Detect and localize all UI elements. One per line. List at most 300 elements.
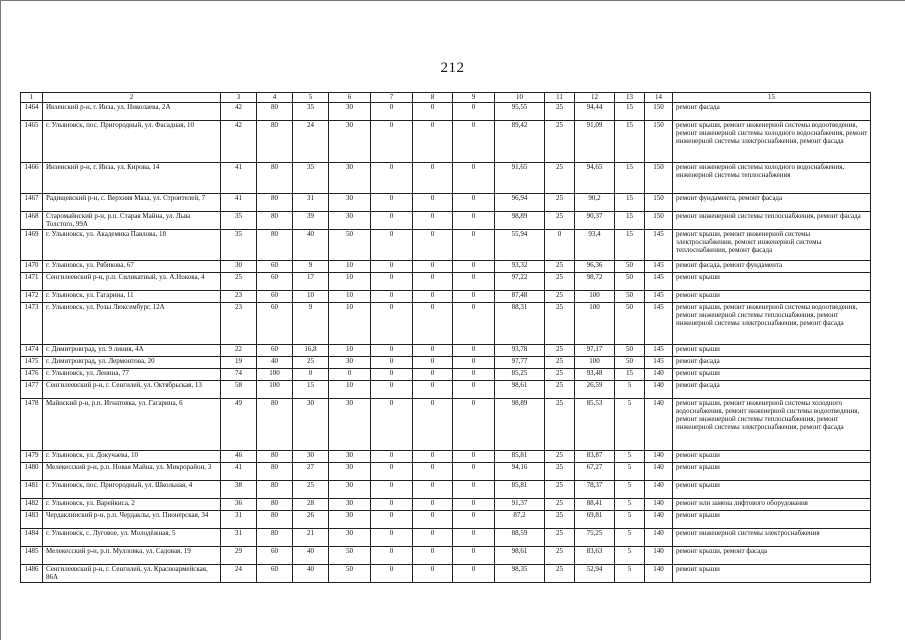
row-number-cell: 1482: [21, 499, 43, 511]
row-number-cell: 1468: [21, 212, 43, 230]
value-cell-c8: 0: [413, 230, 453, 261]
value-cell-c5: 40: [293, 547, 329, 565]
value-cell-c8: 0: [413, 273, 453, 291]
value-cell-c12: 98,72: [575, 273, 615, 291]
value-cell-c8: 0: [413, 291, 453, 303]
value-cell-c8: 0: [413, 381, 453, 399]
value-cell-c5: 35: [293, 163, 329, 194]
value-cell-c8: 0: [413, 369, 453, 381]
value-cell-c9: 0: [453, 369, 495, 381]
address-cell: г. Димитровград, ул. Лермонтова, 20: [43, 357, 221, 369]
value-cell-c11: 25: [545, 381, 575, 399]
value-cell-c3: 29: [221, 547, 257, 565]
row-number-cell: 1483: [21, 511, 43, 529]
address-cell: Чердаклинский р-н, р.п. Чердаклы, ул. Пионерская, 34: [43, 511, 221, 529]
value-cell-c14: 145: [645, 345, 673, 357]
value-cell-c11: 25: [545, 529, 575, 547]
value-cell-c8: 0: [413, 399, 453, 451]
row-number-cell: 1474: [21, 345, 43, 357]
works-cell: ремонт крыши, ремонт инженерной системы водоотведения, ремонт инженерной системы холодного водоснабжения, ремонт инженерной системы электроснабжения, ремонт фасада: [673, 121, 871, 163]
value-cell-c13: 15: [615, 163, 645, 194]
value-cell-c9: 0: [453, 381, 495, 399]
value-cell-c10: 98,89: [495, 399, 545, 451]
value-cell-c5: 40: [293, 230, 329, 261]
value-cell-c10: 93,78: [495, 345, 545, 357]
value-cell-c14: 150: [645, 194, 673, 212]
column-header-5: 5: [293, 93, 329, 103]
value-cell-c3: 35: [221, 212, 257, 230]
address-cell: г. Ульяновск, ул. Гагарина, 11: [43, 291, 221, 303]
value-cell-c7: 0: [371, 194, 413, 212]
value-cell-c12: 91,09: [575, 121, 615, 163]
table-row: [21, 511, 871, 529]
value-cell-c3: 42: [221, 103, 257, 121]
column-header-7: 7: [371, 93, 413, 103]
value-cell-c13: 5: [615, 399, 645, 451]
address-cell: Старомайнский р-н, р.п. Старая Майна, ул. Льва Толстого, 99А: [43, 212, 221, 230]
value-cell-c14: 145: [645, 291, 673, 303]
value-cell-c14: 140: [645, 481, 673, 499]
value-cell-c13: 15: [615, 103, 645, 121]
value-cell-c13: 50: [615, 291, 645, 303]
value-cell-c4: 40: [257, 357, 293, 369]
value-cell-c13: 5: [615, 565, 645, 583]
value-cell-c8: 0: [413, 565, 453, 583]
value-cell-c4: 80: [257, 121, 293, 163]
column-header-9: 9: [453, 93, 495, 103]
value-cell-c8: 0: [413, 529, 453, 547]
value-cell-c10: 89,42: [495, 121, 545, 163]
value-cell-c7: 0: [371, 163, 413, 194]
column-header-10: 10: [495, 93, 545, 103]
value-cell-c8: 0: [413, 451, 453, 463]
value-cell-c9: 0: [453, 273, 495, 291]
value-cell-c3: 36: [221, 499, 257, 511]
value-cell-c3: 30: [221, 261, 257, 273]
value-cell-c13: 5: [615, 463, 645, 481]
value-cell-c6: 30: [329, 163, 371, 194]
value-cell-c3: 24: [221, 565, 257, 583]
value-cell-c11: 25: [545, 273, 575, 291]
value-cell-c8: 0: [413, 194, 453, 212]
value-cell-c4: 100: [257, 381, 293, 399]
value-cell-c9: 0: [453, 212, 495, 230]
value-cell-c7: 0: [371, 357, 413, 369]
value-cell-c11: 25: [545, 261, 575, 273]
value-cell-c14: 150: [645, 212, 673, 230]
value-cell-c9: 0: [453, 230, 495, 261]
value-cell-c9: 0: [453, 511, 495, 529]
value-cell-c3: 25: [221, 273, 257, 291]
value-cell-c9: 0: [453, 345, 495, 357]
value-cell-c14: 145: [645, 273, 673, 291]
value-cell-c6: 30: [329, 103, 371, 121]
value-cell-c8: 0: [413, 463, 453, 481]
value-cell-c14: 145: [645, 261, 673, 273]
value-cell-c7: 0: [371, 369, 413, 381]
value-cell-c3: 19: [221, 357, 257, 369]
works-cell: ремонт инженерной системы электроснабжения: [673, 529, 871, 547]
value-cell-c11: 25: [545, 291, 575, 303]
row-number-cell: 1472: [21, 291, 43, 303]
value-cell-c10: 98,61: [495, 547, 545, 565]
value-cell-c13: 15: [615, 212, 645, 230]
table-row: [21, 103, 871, 121]
value-cell-c7: 0: [371, 547, 413, 565]
value-cell-c12: 26,59: [575, 381, 615, 399]
value-cell-c4: 80: [257, 481, 293, 499]
table-row: [21, 463, 871, 481]
column-header-11: 11: [545, 93, 575, 103]
value-cell-c8: 0: [413, 121, 453, 163]
value-cell-c8: 0: [413, 303, 453, 345]
value-cell-c14: 140: [645, 463, 673, 481]
value-cell-c12: 67,27: [575, 463, 615, 481]
column-header-1: 1: [21, 93, 43, 103]
value-cell-c10: 85,81: [495, 481, 545, 499]
column-header-6: 6: [329, 93, 371, 103]
value-cell-c4: 80: [257, 212, 293, 230]
value-cell-c11: 25: [545, 451, 575, 463]
column-header-13: 13: [615, 93, 645, 103]
value-cell-c12: 69,81: [575, 511, 615, 529]
value-cell-c4: 80: [257, 451, 293, 463]
value-cell-c12: 100: [575, 303, 615, 345]
value-cell-c9: 0: [453, 481, 495, 499]
value-cell-c3: 42: [221, 121, 257, 163]
value-cell-c13: 50: [615, 303, 645, 345]
value-cell-c10: 85,81: [495, 451, 545, 463]
row-number-cell: 1467: [21, 194, 43, 212]
row-number-cell: 1476: [21, 369, 43, 381]
table-row: [21, 529, 871, 547]
address-cell: Сенгилеевский р-н, г. Сенгилей, ул. Красноармейская, 86А: [43, 565, 221, 583]
value-cell-c12: 90,2: [575, 194, 615, 212]
address-cell: г. Ульяновск, ул. Розы Люксембург, 12А: [43, 303, 221, 345]
works-cell: ремонт фасада: [673, 381, 871, 399]
value-cell-c13: 5: [615, 511, 645, 529]
works-cell: ремонт крыши, ремонт фасада: [673, 547, 871, 565]
value-cell-c5: 0: [293, 369, 329, 381]
works-cell: ремонт инженерной системы теплоснабжения, ремонт фасада: [673, 212, 871, 230]
table-row: [21, 291, 871, 303]
table-row: [21, 357, 871, 369]
value-cell-c7: 0: [371, 273, 413, 291]
value-cell-c6: 10: [329, 381, 371, 399]
value-cell-c7: 0: [371, 463, 413, 481]
row-number-cell: 1477: [21, 381, 43, 399]
value-cell-c4: 80: [257, 463, 293, 481]
value-cell-c7: 0: [371, 103, 413, 121]
value-cell-c14: 140: [645, 565, 673, 583]
value-cell-c4: 80: [257, 511, 293, 529]
address-cell: г. Ульяновск, пос. Пригородный, ул. Школьная, 4: [43, 481, 221, 499]
works-cell: ремонт фасада: [673, 357, 871, 369]
works-cell: ремонт или замена лифтового оборудования: [673, 499, 871, 511]
address-cell: г. Ульяновск, ул. Ленина, 77: [43, 369, 221, 381]
value-cell-c13: 5: [615, 547, 645, 565]
works-cell: ремонт крыши: [673, 345, 871, 357]
value-cell-c3: 41: [221, 163, 257, 194]
value-cell-c4: 80: [257, 103, 293, 121]
value-cell-c4: 60: [257, 291, 293, 303]
value-cell-c10: 87,48: [495, 291, 545, 303]
value-cell-c7: 0: [371, 345, 413, 357]
value-cell-c10: 93,32: [495, 261, 545, 273]
page-number: 212: [440, 60, 465, 76]
value-cell-c9: 0: [453, 357, 495, 369]
value-cell-c3: 58: [221, 381, 257, 399]
value-cell-c10: 88,59: [495, 529, 545, 547]
table-row: [21, 194, 871, 212]
value-cell-c11: 25: [545, 399, 575, 451]
value-cell-c9: 0: [453, 291, 495, 303]
value-cell-c10: 96,94: [495, 194, 545, 212]
value-cell-c11: 25: [545, 565, 575, 583]
value-cell-c5: 27: [293, 463, 329, 481]
value-cell-c4: 60: [257, 303, 293, 345]
table-body: [21, 103, 871, 583]
value-cell-c8: 0: [413, 103, 453, 121]
table-row: [21, 481, 871, 499]
value-cell-c6: 30: [329, 529, 371, 547]
address-cell: г. Ульяновск, ул. Варейкиса, 2: [43, 499, 221, 511]
page-top-edge: [0, 0, 905, 1]
value-cell-c3: 23: [221, 291, 257, 303]
value-cell-c6: 50: [329, 547, 371, 565]
address-cell: г. Ульяновск, с. Луговое, ул. Молодёжная, 5: [43, 529, 221, 547]
value-cell-c13: 50: [615, 357, 645, 369]
value-cell-c10: 85,25: [495, 369, 545, 381]
value-cell-c7: 0: [371, 121, 413, 163]
column-header-15: 15: [673, 93, 871, 103]
works-cell: ремонт фасада: [673, 103, 871, 121]
value-cell-c11: 25: [545, 547, 575, 565]
row-number-cell: 1486: [21, 565, 43, 583]
value-cell-c4: 80: [257, 499, 293, 511]
value-cell-c5: 26: [293, 511, 329, 529]
value-cell-c12: 52,94: [575, 565, 615, 583]
value-cell-c5: 9: [293, 303, 329, 345]
address-cell: г. Ульяновск, ул. Рябикова, 67: [43, 261, 221, 273]
value-cell-c4: 60: [257, 273, 293, 291]
column-header-4: 4: [257, 93, 293, 103]
works-cell: ремонт крыши: [673, 565, 871, 583]
value-cell-c12: 83,87: [575, 451, 615, 463]
row-number-cell: 1475: [21, 357, 43, 369]
address-cell: Инзенский р-н, г. Инза, ул. Кирова, 14: [43, 163, 221, 194]
value-cell-c7: 0: [371, 481, 413, 499]
address-cell: Мелекесский р-н, р.п. Мулловка, ул. Садовая, 19: [43, 547, 221, 565]
address-cell: г. Ульяновск, ул. Академика Павлова, 18: [43, 230, 221, 261]
works-cell: ремонт крыши: [673, 511, 871, 529]
value-cell-c11: 25: [545, 194, 575, 212]
table-row: [21, 273, 871, 291]
value-cell-c3: 31: [221, 511, 257, 529]
value-cell-c7: 0: [371, 261, 413, 273]
table-header-row: [21, 93, 871, 103]
value-cell-c10: 91,37: [495, 499, 545, 511]
value-cell-c6: 30: [329, 121, 371, 163]
value-cell-c7: 0: [371, 499, 413, 511]
value-cell-c11: 25: [545, 212, 575, 230]
value-cell-c4: 60: [257, 565, 293, 583]
address-cell: Майнский р-н, р.п. Игнатовка, ул. Гагарина, 6: [43, 399, 221, 451]
value-cell-c6: 30: [329, 194, 371, 212]
value-cell-c10: 98,35: [495, 565, 545, 583]
value-cell-c12: 88,41: [575, 499, 615, 511]
value-cell-c6: 10: [329, 303, 371, 345]
value-cell-c7: 0: [371, 451, 413, 463]
row-number-cell: 1471: [21, 273, 43, 291]
value-cell-c12: 78,37: [575, 481, 615, 499]
page-left-edge: [0, 0, 1, 640]
value-cell-c6: 30: [329, 481, 371, 499]
value-cell-c10: 94,16: [495, 463, 545, 481]
value-cell-c14: 140: [645, 451, 673, 463]
value-cell-c8: 0: [413, 163, 453, 194]
value-cell-c10: 97,22: [495, 273, 545, 291]
value-cell-c6: 10: [329, 273, 371, 291]
value-cell-c5: 25: [293, 481, 329, 499]
value-cell-c12: 83,63: [575, 547, 615, 565]
value-cell-c14: 140: [645, 399, 673, 451]
value-cell-c6: 50: [329, 230, 371, 261]
value-cell-c4: 60: [257, 261, 293, 273]
value-cell-c13: 15: [615, 194, 645, 212]
value-cell-c8: 0: [413, 481, 453, 499]
value-cell-c5: 39: [293, 212, 329, 230]
works-cell: ремонт фундамента, ремонт фасада: [673, 194, 871, 212]
value-cell-c6: 30: [329, 499, 371, 511]
value-cell-c13: 5: [615, 481, 645, 499]
value-cell-c13: 15: [615, 230, 645, 261]
row-number-cell: 1464: [21, 103, 43, 121]
value-cell-c11: 25: [545, 463, 575, 481]
table-row: [21, 345, 871, 357]
value-cell-c5: 16,8: [293, 345, 329, 357]
value-cell-c14: 145: [645, 230, 673, 261]
value-cell-c12: 93,4: [575, 230, 615, 261]
value-cell-c9: 0: [453, 163, 495, 194]
value-cell-c11: 25: [545, 303, 575, 345]
value-cell-c6: 10: [329, 291, 371, 303]
value-cell-c6: 30: [329, 511, 371, 529]
value-cell-c9: 0: [453, 261, 495, 273]
value-cell-c3: 46: [221, 451, 257, 463]
works-cell: ремонт крыши, ремонт инженерной системы холодного водоснабжения, ремонт инженерной системы водоотведения, ремонт инженерной системы теплоснабжения, ремонт инженерной системы электроснабжения, ремонт фасада: [673, 399, 871, 451]
value-cell-c5: 9: [293, 261, 329, 273]
works-cell: ремонт крыши: [673, 273, 871, 291]
value-cell-c10: 95,55: [495, 103, 545, 121]
value-cell-c6: 30: [329, 212, 371, 230]
value-cell-c6: 10: [329, 261, 371, 273]
value-cell-c5: 25: [293, 357, 329, 369]
value-cell-c14: 140: [645, 547, 673, 565]
row-number-cell: 1479: [21, 451, 43, 463]
value-cell-c13: 5: [615, 451, 645, 463]
works-cell: ремонт крыши: [673, 369, 871, 381]
value-cell-c9: 0: [453, 121, 495, 163]
value-cell-c11: 0: [545, 230, 575, 261]
value-cell-c11: 25: [545, 499, 575, 511]
value-cell-c9: 0: [453, 463, 495, 481]
value-cell-c3: 38: [221, 481, 257, 499]
value-cell-c5: 17: [293, 273, 329, 291]
value-cell-c10: 98,61: [495, 381, 545, 399]
address-cell: Инзенский р-н, г. Инза, ул. Николаева, 2А: [43, 103, 221, 121]
table-row: [21, 230, 871, 261]
table-row: [21, 499, 871, 511]
column-header-12: 12: [575, 93, 615, 103]
address-cell: Мелекесский р-н, р.п. Новая Майна, ул. Микрорайон, 3: [43, 463, 221, 481]
row-number-cell: 1485: [21, 547, 43, 565]
value-cell-c3: 41: [221, 194, 257, 212]
value-cell-c7: 0: [371, 212, 413, 230]
value-cell-c7: 0: [371, 565, 413, 583]
value-cell-c4: 60: [257, 345, 293, 357]
value-cell-c4: 80: [257, 163, 293, 194]
value-cell-c4: 60: [257, 547, 293, 565]
row-number-cell: 1478: [21, 399, 43, 451]
value-cell-c4: 80: [257, 194, 293, 212]
value-cell-c6: 50: [329, 565, 371, 583]
value-cell-c7: 0: [371, 511, 413, 529]
value-cell-c6: 30: [329, 357, 371, 369]
value-cell-c12: 97,17: [575, 345, 615, 357]
value-cell-c9: 0: [453, 499, 495, 511]
table-row: [21, 121, 871, 163]
value-cell-c9: 0: [453, 194, 495, 212]
value-cell-c7: 0: [371, 230, 413, 261]
value-cell-c3: 49: [221, 399, 257, 451]
works-cell: ремонт крыши: [673, 481, 871, 499]
column-header-2: 2: [43, 93, 221, 103]
value-cell-c9: 0: [453, 565, 495, 583]
value-cell-c14: 150: [645, 103, 673, 121]
value-cell-c14: 145: [645, 303, 673, 345]
value-cell-c8: 0: [413, 212, 453, 230]
value-cell-c12: 90,37: [575, 212, 615, 230]
value-cell-c11: 25: [545, 481, 575, 499]
value-cell-c6: 30: [329, 399, 371, 451]
works-cell: ремонт крыши: [673, 463, 871, 481]
value-cell-c3: 35: [221, 230, 257, 261]
value-cell-c11: 25: [545, 121, 575, 163]
value-cell-c13: 5: [615, 381, 645, 399]
value-cell-c11: 25: [545, 369, 575, 381]
value-cell-c14: 145: [645, 357, 673, 369]
value-cell-c5: 30: [293, 451, 329, 463]
value-cell-c11: 25: [545, 511, 575, 529]
value-cell-c11: 25: [545, 163, 575, 194]
value-cell-c8: 0: [413, 511, 453, 529]
value-cell-c5: 40: [293, 565, 329, 583]
value-cell-c8: 0: [413, 261, 453, 273]
table-row: [21, 565, 871, 583]
value-cell-c4: 100: [257, 369, 293, 381]
value-cell-c10: 97,77: [495, 357, 545, 369]
value-cell-c4: 80: [257, 529, 293, 547]
works-cell: ремонт фасада, ремонт фундамента: [673, 261, 871, 273]
row-number-cell: 1473: [21, 303, 43, 345]
value-cell-c6: 0: [329, 369, 371, 381]
value-cell-c13: 50: [615, 273, 645, 291]
value-cell-c9: 0: [453, 303, 495, 345]
value-cell-c8: 0: [413, 345, 453, 357]
value-cell-c14: 150: [645, 163, 673, 194]
value-cell-c13: 5: [615, 499, 645, 511]
